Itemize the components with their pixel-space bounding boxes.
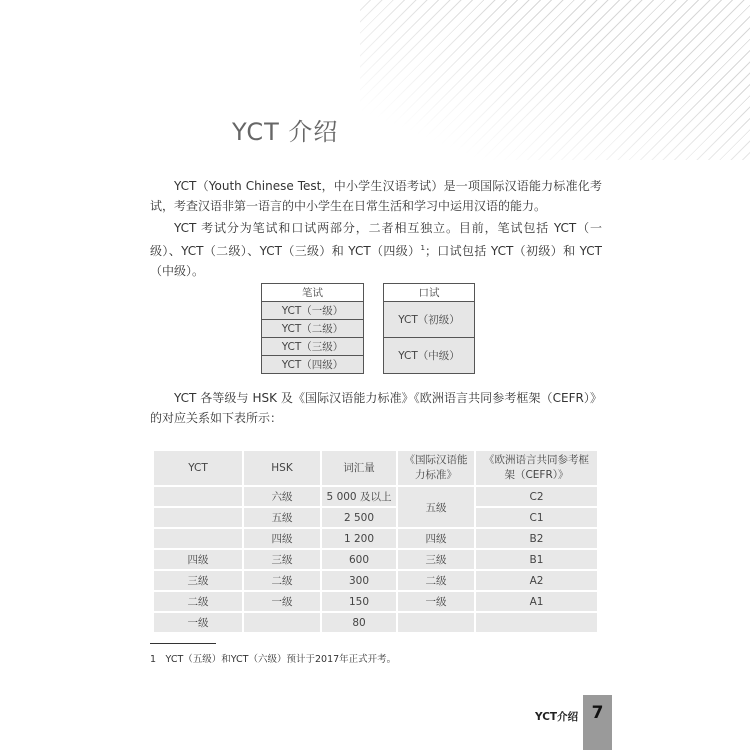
table-cell: B2 — [475, 528, 598, 549]
table-cell: 六级 — [243, 486, 321, 507]
decorative-stripes — [360, 0, 750, 160]
table-cell: 80 — [321, 612, 397, 633]
table-header-row — [153, 450, 598, 486]
table-cell: 二级 — [243, 570, 321, 591]
table-cell: 一级 — [243, 591, 321, 612]
table-cell: 三级 — [397, 549, 475, 570]
table-cell: 四级 — [397, 528, 475, 549]
page-number-tab — [583, 695, 612, 750]
page-title: YCT 介绍 — [232, 118, 339, 146]
table-cell: YCT（初级） — [384, 302, 475, 338]
table-cell — [397, 612, 475, 633]
table-cell: 五级 — [243, 507, 321, 528]
table-cell: C1 — [475, 507, 598, 528]
table-row — [153, 486, 598, 507]
format-text: YCT 考试分为笔试和口试两部分，二者相互独立。目前，笔试包括 YCT（一级）、YCT（二级）、YCT（三级）和 YCT（四级） — [150, 221, 602, 258]
table-cell: A2 — [475, 570, 598, 591]
written-test-table — [261, 283, 364, 374]
table-cell: 300 — [321, 570, 397, 591]
table-cell: B1 — [475, 549, 598, 570]
header-cell: HSK — [243, 450, 321, 486]
format-text-cont: ；口试包括 YCT（初级）和 YCT（中级）。 — [150, 244, 602, 278]
table-cell: YCT（中级） — [384, 338, 475, 374]
table-cell: 二级 — [397, 570, 475, 591]
table-cell: YCT（四级） — [262, 356, 364, 374]
table-row — [153, 507, 598, 528]
table-cell: A1 — [475, 591, 598, 612]
table-cell: 5 000 及以上 — [321, 486, 397, 507]
level-comparison-table — [152, 449, 599, 634]
oral-test-table — [383, 283, 475, 374]
table-cell: 一级 — [397, 591, 475, 612]
table-cell — [153, 507, 243, 528]
header-cell: 《欧洲语言共同参考框架（CEFR）》 — [475, 450, 598, 486]
table-cell: 四级 — [243, 528, 321, 549]
oral-header: 口试 — [384, 284, 475, 302]
table-cell — [153, 486, 243, 507]
table-cell: 2 500 — [321, 507, 397, 528]
written-header: 笔试 — [262, 284, 364, 302]
table-cell: 二级 — [153, 591, 243, 612]
table-cell: 五级 — [397, 486, 475, 528]
table-cell — [475, 612, 598, 633]
table-cell: 三级 — [243, 549, 321, 570]
table-cell — [243, 612, 321, 633]
table-cell — [153, 528, 243, 549]
comparison-paragraph: YCT 各等级与 HSK 及《国际汉语能力标准》《欧洲语言共同参考框架（CEFR）》的对应关系如下表所示： — [150, 391, 602, 425]
table-cell: C2 — [475, 486, 598, 507]
table-cell: 150 — [321, 591, 397, 612]
table-cell: YCT（三级） — [262, 338, 364, 356]
table-row — [153, 612, 598, 633]
table-cell: 600 — [321, 549, 397, 570]
page-number: 7 — [591, 703, 604, 723]
footnote: 1 YCT（五级）和YCT（六级）预计于2017年正式开考。 — [150, 654, 397, 665]
table-cell: 四级 — [153, 549, 243, 570]
format-paragraph — [150, 218, 602, 281]
intro-paragraph: YCT（Youth Chinese Test，中小学生汉语考试）是一项国际汉语能力标准化考试，考查汉语非第一语言的中小学生在日常生活和学习中运用汉语的能力。 — [150, 179, 602, 213]
footnote-divider — [150, 643, 216, 644]
table-cell: YCT（一级） — [262, 302, 364, 320]
table-cell: 三级 — [153, 570, 243, 591]
table-row — [153, 549, 598, 570]
table-cell: 1 200 — [321, 528, 397, 549]
table-row — [153, 570, 598, 591]
table-row — [153, 528, 598, 549]
table-cell: 一级 — [153, 612, 243, 633]
header-cell: YCT — [153, 450, 243, 486]
header-cell: 词汇量 — [321, 450, 397, 486]
table-cell: YCT（二级） — [262, 320, 364, 338]
footnote-mark: 1 — [420, 244, 425, 252]
table-row — [153, 591, 598, 612]
header-cell: 《国际汉语能力标准》 — [397, 450, 475, 486]
running-footer-section: YCT介绍 — [535, 711, 579, 723]
